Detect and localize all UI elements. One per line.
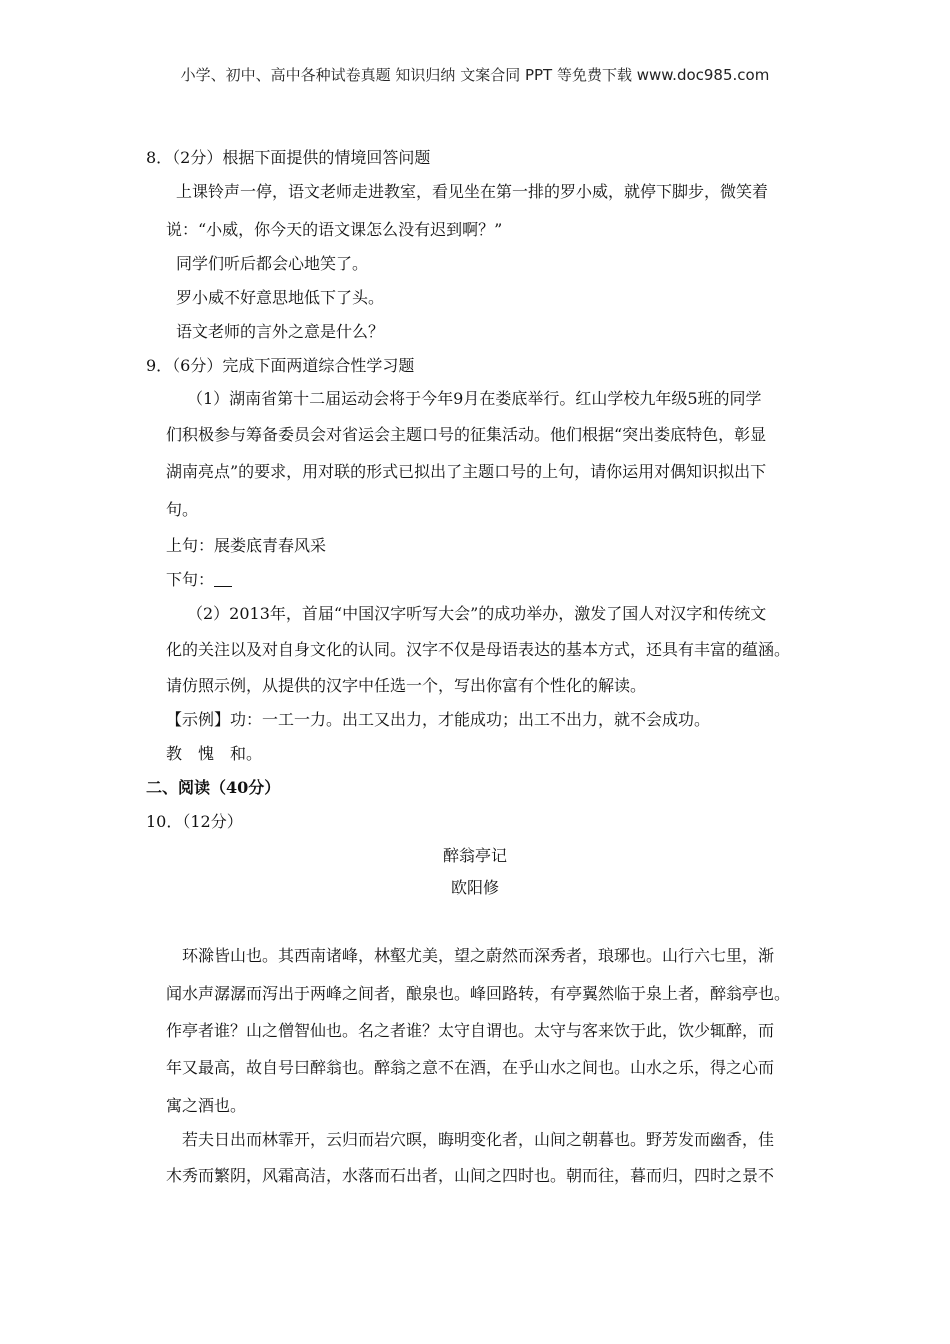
q9-part1-line: 湖南亮点”的要求，用对联的形式已拟出了主题口号的上句，请你运用对偶知识拟出下 [166,462,767,481]
essay-author: 欧阳修 [450,878,499,897]
question-8-title: 8．（2分）根据下面提供的情境回答问题 [146,148,431,167]
char-option: 和。 [230,744,263,763]
lower-couplet-label: 下句： [166,570,215,589]
q9-part1-line: 们积极参与筹备委员会对省运会主题口号的征集活动。他们根据“突出娄底特色，彰显 [166,425,767,444]
q8-line: 说：“小威，你今天的语文课怎么没有迟到啊？” [166,220,503,239]
essay-paragraph-line: 作亭者谁？山之僧智仙也。名之者谁？太守自谓也。太守与客来饮于此，饮少辄醉，而 [166,1021,775,1040]
essay-title: 醉翁亭记 [442,846,507,865]
q9-part1-line: （1）湖南省第十二届运动会将于今年9月在娄底举行。红山学校九年级5班的同学 [187,389,762,408]
q9-part2-line: 请仿照示例，从提供的汉字中任选一个，写出你富有个性化的解读。 [166,676,647,695]
essay-paragraph-line: 寓之酒也。 [166,1096,247,1115]
essay-paragraph-line: 若夫日出而林霏开，云归而岩穴暝，晦明变化者，山间之朝暮也。野芳发而幽香，佳 [182,1130,775,1149]
question-9-title: 9．（6分）完成下面两道综合性学习题 [146,356,415,375]
page-header: 小学、初中、高中各种试卷真题 知识归纳 文案合同 PPT 等免费下载 www.doc985.com [180,66,770,84]
q8-line: 语文老师的言外之意是什么？ [176,322,385,341]
lower-couplet-row [166,569,232,591]
q8-line: 上课铃声一停，语文老师走进教室，看见坐在第一排的罗小威，就停下脚步，微笑着 [176,182,769,201]
question-10-title: 10．（12分） [146,812,243,831]
essay-paragraph-line: 木秀而繁阴，风霜高洁，水落而石出者，山间之四时也。朝而往，暮而归，四时之景不 [166,1166,775,1185]
q9-part2-line: 化的关注以及对自身文化的认同。汉字不仅是母语表达的基本方式，还具有丰富的蕴涵。 [166,640,791,659]
q9-example-line: 【示例】功：一工一力。出工又出力，才能成功；出工不出力，就不会成功。 [166,710,711,729]
essay-paragraph-line: 年又最高，故自号曰醉翁也。醉翁之意不在酒，在乎山水之间也。山水之乐，得之心而 [166,1058,775,1077]
essay-paragraph-line: 闻水声潺潺而泻出于两峰之间者，酿泉也。峰回路转，有亭翼然临于泉上者，醉翁亭也。 [166,984,791,1003]
char-option: 愧 [198,744,215,763]
upper-couplet: 上句：展娄底青春风采 [166,536,327,555]
essay-paragraph-line: 环滁皆山也。其西南诸峰，林壑尤美，望之蔚然而深秀者，琅琊也。山行六七里，渐 [182,946,775,965]
q8-line: 罗小威不好意思地低下了头。 [176,288,385,307]
q9-part2-line: （2）2013年，首届“中国汉字听写大会”的成功举办，激发了国人对汉字和传统文 [187,604,767,623]
q9-char-options [166,743,262,765]
section-2-title: 二、阅读（40分） [146,778,281,797]
char-option: 教 [166,744,183,763]
q9-part1-line: 句。 [166,500,199,519]
q8-line: 同学们听后都会心地笑了。 [176,254,369,273]
answer-blank[interactable] [214,572,232,587]
